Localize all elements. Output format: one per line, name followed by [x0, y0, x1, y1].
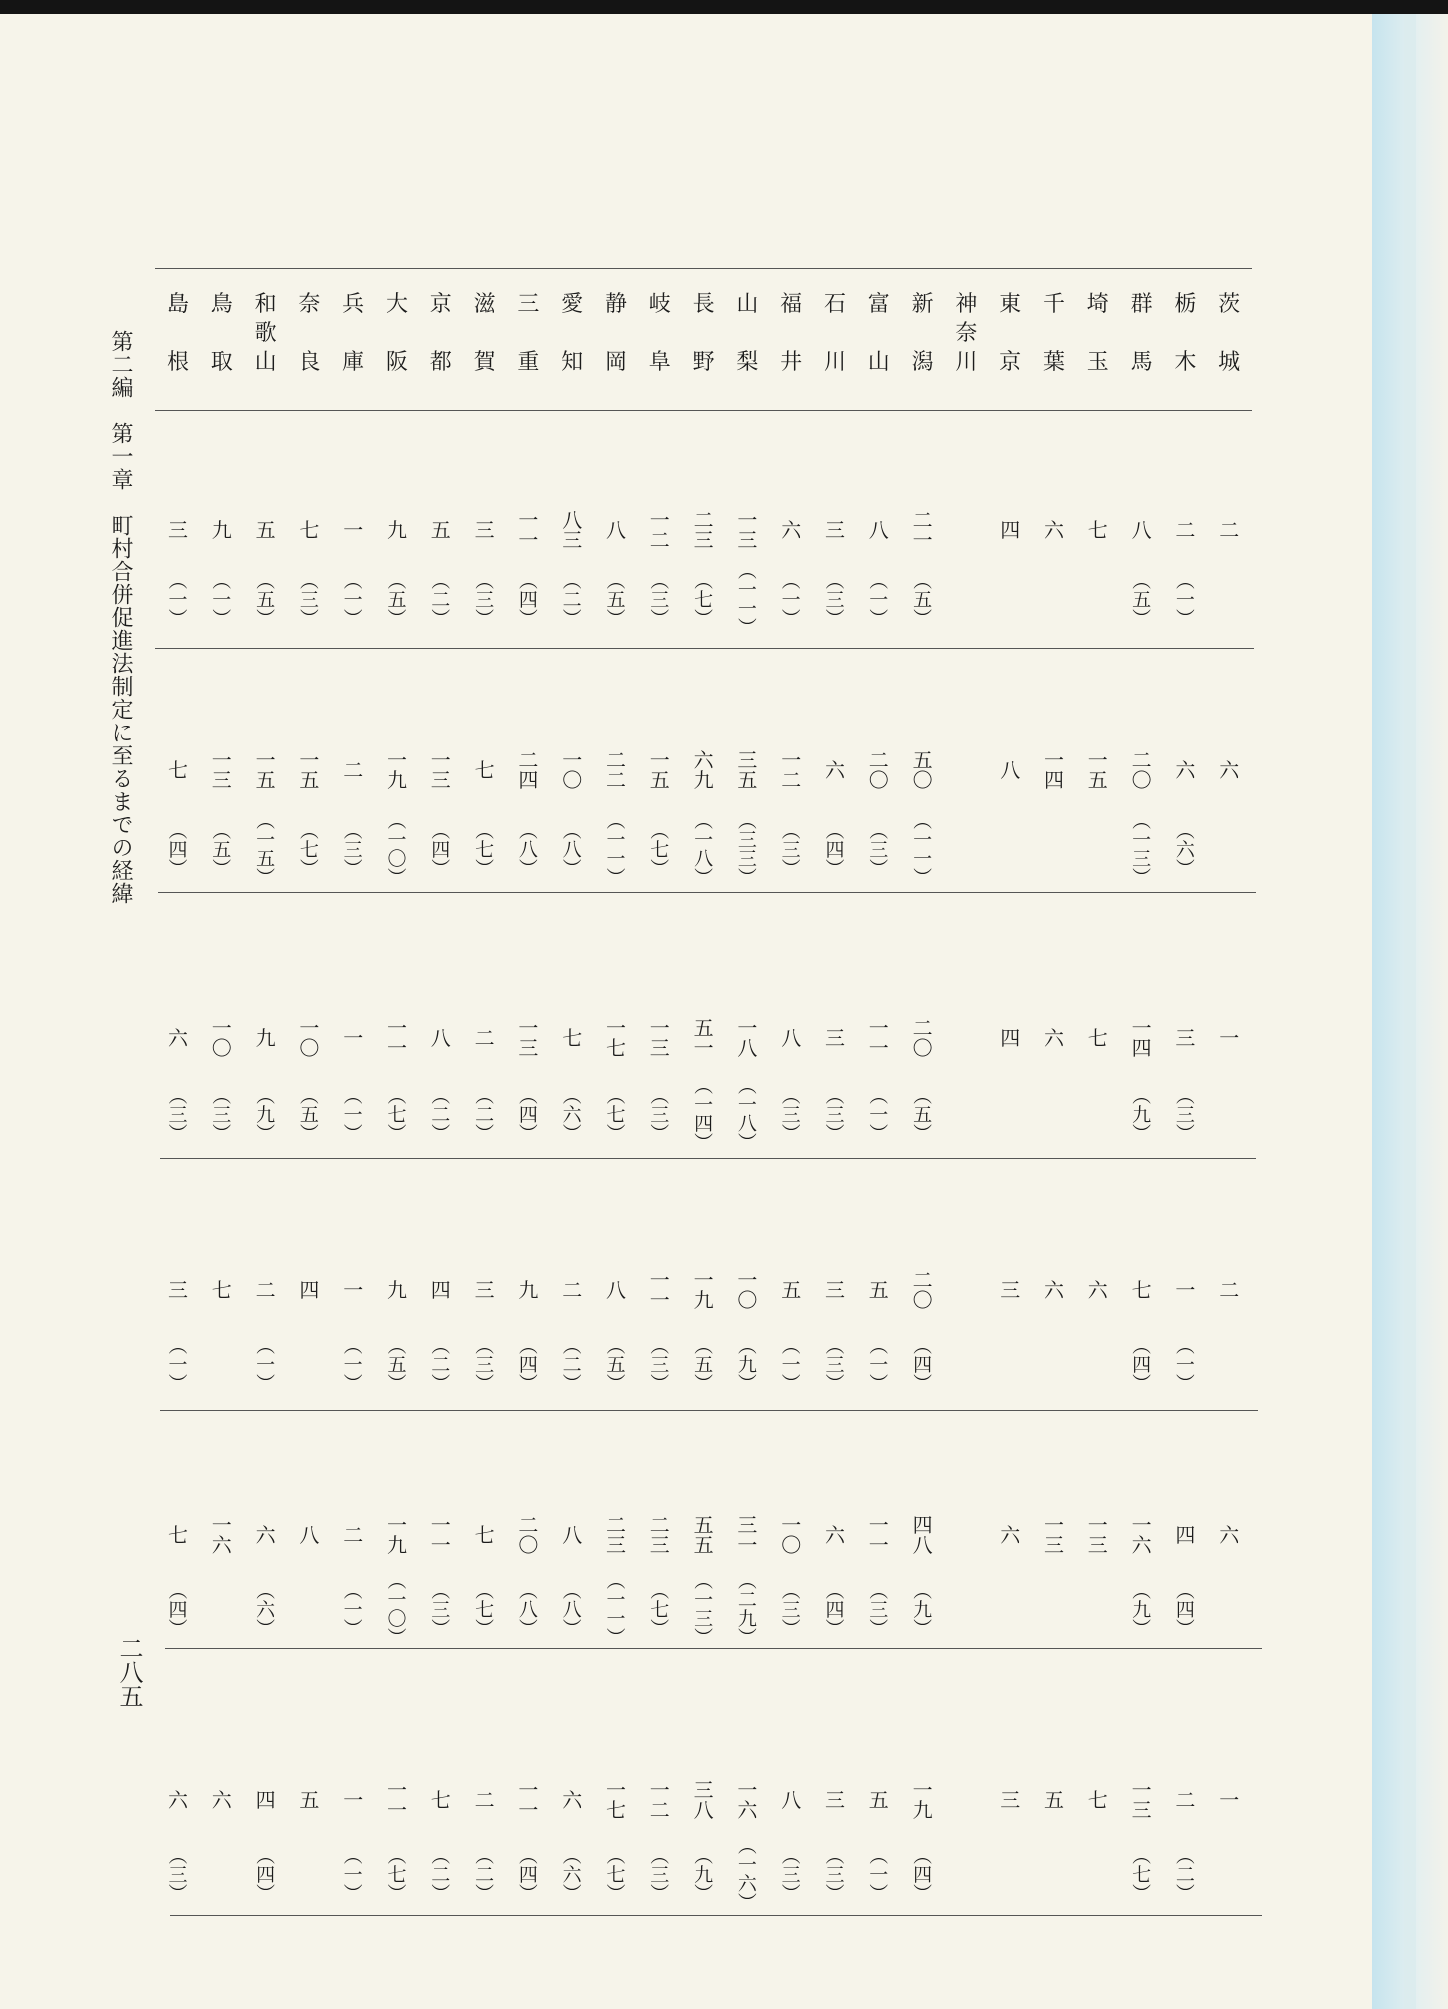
count-cell: 四	[299, 1278, 320, 1302]
count-cell: 二 〇	[518, 1513, 539, 1557]
paren-cell: ︵ 五 ︶	[913, 569, 933, 630]
prefecture-name: 富 山	[867, 292, 890, 375]
paren-cell: ︵ 四 ︶	[1175, 1579, 1195, 1640]
count-cell: 一 二	[649, 1778, 670, 1822]
count-cell: 一 五	[1087, 748, 1108, 792]
count-cell: 七	[474, 1523, 495, 1547]
table-rule	[170, 1915, 1262, 1916]
prefecture-name: 千 葉	[1042, 292, 1065, 375]
paren-cell: ︵ 二 ︶	[475, 1844, 495, 1905]
paren-cell: ︵ 七 ︶	[387, 1084, 407, 1145]
paren-cell: ︵ 一 六 ︶	[737, 1835, 757, 1914]
count-cell: 二 一	[912, 508, 933, 552]
count-cell: 六	[255, 1523, 276, 1547]
count-cell: 一 三	[1087, 1513, 1108, 1557]
count-cell: 六	[1219, 758, 1240, 782]
paren-cell: ︵ 一 八 ︶	[737, 1075, 757, 1154]
count-cell: 一 二	[649, 508, 670, 552]
paren-cell: ︵ 一 三 ︶	[694, 1570, 714, 1649]
count-cell: 六	[1044, 1278, 1064, 1302]
count-cell: 八	[868, 518, 889, 542]
count-cell: 一 四	[1044, 748, 1064, 792]
count-cell: 一 一	[518, 508, 539, 552]
paren-cell: ︵ 一 ︶	[781, 1334, 801, 1395]
count-cell: 一 三	[649, 1016, 670, 1060]
paren-cell: ︵ 三 ︶	[343, 819, 363, 880]
count-cell: 三	[1000, 1278, 1021, 1302]
paren-cell: ︵ 二 九 ︶	[737, 1570, 757, 1649]
count-cell: 一 六	[211, 1513, 232, 1557]
count-cell: 九	[518, 1278, 539, 1302]
prefecture-name: 埼 玉	[1086, 292, 1109, 375]
count-cell: 一	[343, 1788, 364, 1812]
paren-cell: ︵ 九 ︶	[913, 1579, 933, 1640]
paren-cell: ︵ 四 ︶	[168, 819, 188, 880]
paren-cell: ︵ 七 ︶	[1132, 1844, 1152, 1905]
paren-cell: ︵ 二 ︶	[562, 1334, 582, 1395]
paren-cell: ︵ 三 ︶	[1175, 1084, 1195, 1145]
paren-cell: ︵ 一 三 ︶	[1132, 810, 1152, 889]
paren-cell: ︵ 一 一 ︶	[913, 810, 933, 889]
count-cell: 二	[343, 758, 364, 782]
count-cell: 一 三	[518, 1016, 539, 1060]
prefecture-name: 長 野	[692, 292, 715, 375]
prefecture-name: 栃 木	[1174, 292, 1197, 375]
count-cell: 五	[255, 518, 276, 542]
count-cell: 六	[781, 518, 802, 542]
paren-cell: ︵ 一 ︶	[343, 1579, 363, 1640]
count-cell: 五 一	[693, 1016, 714, 1060]
count-cell: 六	[168, 1026, 188, 1050]
paren-cell: ︵ 一 ︶	[1175, 569, 1195, 630]
paren-cell: ︵ 四 ︶	[256, 1844, 276, 1905]
count-cell: 七	[1087, 1026, 1108, 1050]
prefecture-name: 群 馬	[1130, 292, 1153, 375]
count-cell: 九	[387, 518, 407, 542]
paren-cell: ︵ 二 ︶	[562, 569, 582, 630]
count-cell: 二	[474, 1788, 495, 1812]
paren-cell: ︵ 三 ︶	[650, 1844, 670, 1905]
count-cell: 八	[781, 1788, 802, 1812]
paren-cell: ︵ 二 ︶	[475, 1084, 495, 1145]
count-cell: 二	[255, 1278, 276, 1302]
paren-cell: ︵ 一 ︶	[343, 1844, 363, 1905]
count-cell: 三	[825, 1788, 845, 1812]
count-cell: 二 三	[649, 1513, 670, 1557]
count-cell: 一 八	[737, 1016, 758, 1060]
count-cell: 一 一	[649, 1268, 670, 1312]
paren-cell: ︵ 五 ︶	[694, 1334, 714, 1395]
count-cell: 三	[825, 1278, 845, 1302]
count-cell: 七	[168, 758, 188, 782]
count-cell: 六	[1044, 518, 1064, 542]
count-cell: 一 九	[387, 748, 407, 792]
count-cell: 五 五	[693, 1513, 714, 1557]
paren-cell: ︵ 五 ︶	[256, 569, 276, 630]
paren-cell: ︵ 四 ︶	[518, 569, 538, 630]
prefecture-name: 滋 賀	[473, 292, 496, 375]
paren-cell: ︵ 五 ︶	[606, 569, 626, 630]
count-cell: 六	[825, 1523, 845, 1547]
count-cell: 三	[474, 518, 495, 542]
paren-cell: ︵ 一 八 ︶	[694, 810, 714, 889]
prefecture-name: 山 梨	[736, 292, 759, 375]
count-cell: 四	[1175, 1523, 1196, 1547]
count-cell: 九	[387, 1278, 407, 1302]
paren-cell: ︵ 七 ︶	[650, 819, 670, 880]
paren-cell: ︵ 七 ︶	[299, 819, 319, 880]
paren-cell: ︵ 九 ︶	[256, 1084, 276, 1145]
count-cell: 六	[1087, 1278, 1108, 1302]
count-cell: 七	[299, 518, 320, 542]
paren-cell: ︵ 八 ︶	[518, 819, 538, 880]
count-cell: 七	[474, 758, 495, 782]
count-cell: 一 七	[606, 1778, 626, 1822]
count-cell: 四	[255, 1788, 276, 1812]
count-cell: 二 二	[606, 748, 626, 792]
count-cell: 八	[781, 1026, 802, 1050]
count-cell: 二 〇	[868, 748, 889, 792]
count-cell: 一	[343, 1026, 364, 1050]
table-rule	[155, 410, 1252, 411]
paren-cell: ︵ 三 ︶	[825, 1844, 845, 1905]
paren-cell: ︵ 三 ︶	[168, 1084, 188, 1145]
paren-cell: ︵ 三 ︶	[475, 569, 495, 630]
paren-cell: ︵ 四 ︶	[913, 1334, 933, 1395]
prefecture-name: 福 井	[780, 292, 803, 375]
paren-cell: ︵ 五 ︶	[387, 1334, 407, 1395]
paren-cell: ︵ 五 ︶	[299, 1084, 319, 1145]
count-cell: 一 〇	[211, 1016, 232, 1060]
paren-cell: ︵ 二 ︶	[431, 1844, 451, 1905]
paren-cell: ︵ 一 ︶	[212, 569, 232, 630]
paren-cell: ︵ 六 ︶	[562, 1844, 582, 1905]
table-rule	[155, 268, 1252, 269]
count-cell: 五	[868, 1788, 889, 1812]
prefecture-name: 神 奈 川	[955, 292, 978, 375]
count-cell: 三 一	[737, 1513, 758, 1557]
count-cell: 七	[1087, 518, 1108, 542]
paren-cell: ︵ 三 ︶	[781, 1084, 801, 1145]
count-cell: 二	[474, 1026, 495, 1050]
count-cell: 二 三	[606, 1513, 626, 1557]
count-cell: 二	[343, 1523, 364, 1547]
count-cell: 五	[868, 1278, 889, 1302]
count-cell: 六	[562, 1788, 583, 1812]
count-cell: 一 九	[693, 1268, 714, 1312]
count-cell: 七	[1087, 1788, 1108, 1812]
paren-cell: ︵ 三 ︶	[781, 1579, 801, 1640]
page-number: 二八五	[115, 1636, 143, 1708]
paren-cell: ︵ 四 ︶	[825, 819, 845, 880]
count-cell: 一 一	[518, 1778, 539, 1822]
count-cell: 一 〇	[737, 1268, 758, 1312]
prefecture-name: 新 潟	[911, 292, 934, 375]
table-rule	[165, 1648, 1262, 1649]
count-cell: 一 〇	[781, 1513, 802, 1557]
prefecture-name: 奈 良	[298, 292, 321, 375]
count-cell: 一 三	[211, 748, 232, 792]
count-cell: 八 三	[562, 508, 583, 552]
paren-cell: ︵ 二 ︶	[431, 1084, 451, 1145]
paren-cell: ︵ 四 ︶	[1132, 1334, 1152, 1395]
count-cell: 四	[1000, 1026, 1021, 1050]
paren-cell: ︵ 一 〇 ︶	[387, 1570, 407, 1649]
running-header: 第二編 第一章 町村合併促進法制定に至るまでの経緯	[108, 330, 133, 905]
paren-cell: ︵ 四 ︶	[518, 1844, 538, 1905]
paren-cell: ︵ 七 ︶	[475, 1579, 495, 1640]
prefecture-name: 茨 城	[1218, 292, 1241, 375]
count-cell: 八	[606, 518, 626, 542]
count-cell: 一 五	[255, 748, 276, 792]
paren-cell: ︵ 七 ︶	[650, 1579, 670, 1640]
paren-cell: ︵ 八 ︶	[562, 1579, 582, 1640]
count-cell: 一 一	[387, 1016, 407, 1060]
count-cell: 六	[825, 758, 845, 782]
table-rule	[160, 1410, 1258, 1411]
count-cell: 六	[1219, 1523, 1240, 1547]
count-cell: 五 〇	[912, 748, 933, 792]
prefecture-name: 兵 庫	[342, 292, 365, 375]
count-cell: 一	[343, 1278, 364, 1302]
table-rule	[160, 1158, 1256, 1159]
paren-cell: ︵ 五 ︶	[387, 569, 407, 630]
count-cell: 一	[343, 518, 364, 542]
paren-cell: ︵ 八 ︶	[562, 819, 582, 880]
count-cell: 一 〇	[562, 748, 583, 792]
count-cell: 二	[1219, 518, 1240, 542]
count-cell: 六	[1175, 758, 1196, 782]
count-cell: 九	[255, 1026, 276, 1050]
paren-cell: ︵ 一 ︶	[869, 1844, 889, 1905]
prefecture-name: 静 岡	[604, 292, 627, 375]
count-cell: 一 九	[912, 1778, 933, 1822]
paren-cell: ︵ 四 ︶	[825, 1579, 845, 1640]
paren-cell: ︵ 一 〇 ︶	[387, 810, 407, 889]
count-cell: 七	[430, 1788, 451, 1812]
paren-cell: ︵ 三 ︶	[825, 569, 845, 630]
count-cell: 一 三	[430, 748, 451, 792]
count-cell: 二	[562, 1278, 583, 1302]
count-cell: 六 九	[693, 748, 714, 792]
count-cell: 五	[781, 1278, 802, 1302]
paren-cell: ︵ 三 三 ︶	[737, 810, 757, 889]
paren-cell: ︵ 九 ︶	[737, 1334, 757, 1395]
paren-cell: ︵ 三 ︶	[212, 1084, 232, 1145]
count-cell: 二	[1175, 518, 1196, 542]
paren-cell: ︵ 一 ︶	[1175, 1334, 1195, 1395]
count-cell: 七	[562, 1026, 583, 1050]
paren-cell: ︵ 一 ︶	[869, 1084, 889, 1145]
count-cell: 四 八	[912, 1513, 933, 1557]
count-cell: 二 三	[693, 508, 714, 552]
paren-cell: ︵ 一 四 ︶	[694, 1075, 714, 1154]
count-cell: 七	[1131, 1278, 1152, 1302]
count-cell: 三	[1000, 1788, 1021, 1812]
count-cell: 五	[1044, 1788, 1064, 1812]
count-cell: 六	[1000, 1523, 1021, 1547]
paren-cell: ︵ 六 ︶	[1175, 819, 1195, 880]
count-cell: 八	[1131, 518, 1152, 542]
count-cell: 八	[562, 1523, 583, 1547]
paren-cell: ︵ 五 ︶	[212, 819, 232, 880]
paren-cell: ︵ 三 ︶	[869, 1579, 889, 1640]
scan-top-edge	[0, 0, 1448, 14]
count-cell: 三	[825, 518, 845, 542]
paren-cell: ︵ 四 ︶	[168, 1579, 188, 1640]
paren-cell: ︵ 六 ︶	[256, 1579, 276, 1640]
prefecture-name: 島 根	[166, 292, 189, 375]
prefecture-name: 大 阪	[385, 292, 408, 375]
prefecture-name: 鳥 取	[210, 292, 233, 375]
paren-cell: ︵ 一 ︶	[343, 1334, 363, 1395]
count-cell: 八	[606, 1278, 626, 1302]
count-cell: 一 二	[781, 748, 802, 792]
count-cell: 三	[168, 1278, 188, 1302]
count-cell: 一 一	[387, 1778, 407, 1822]
count-cell: 七	[211, 1278, 232, 1302]
paren-cell: ︵ 七 ︶	[694, 569, 714, 630]
count-cell: 一 六	[1131, 1513, 1152, 1557]
count-cell: 三	[825, 1026, 845, 1050]
paren-cell: ︵ 三 ︶	[825, 1334, 845, 1395]
paren-cell: ︵ 六 ︶	[562, 1084, 582, 1145]
count-cell: 一 五	[649, 748, 670, 792]
paren-cell: ︵ 一 ︶	[869, 569, 889, 630]
table-rule	[158, 892, 1256, 893]
count-cell: 二 四	[518, 748, 539, 792]
paren-cell: ︵ 二 ︶	[1175, 1844, 1195, 1905]
paren-cell: ︵ 一 ︶	[343, 1084, 363, 1145]
paren-cell: ︵ 四 ︶	[518, 1334, 538, 1395]
paren-cell: ︵ 一 ︶	[343, 569, 363, 630]
table-rule	[155, 648, 1254, 649]
paren-cell: ︵ 一 ︶	[869, 1334, 889, 1395]
count-cell: 一 三	[1131, 1778, 1152, 1822]
count-cell: 二 〇	[912, 1016, 933, 1060]
paren-cell: ︵ 一 五 ︶	[256, 810, 276, 889]
prefecture-name: 東 京	[999, 292, 1022, 375]
count-cell: 一 一	[868, 1513, 889, 1557]
paren-cell: ︵ 五 ︶	[606, 1334, 626, 1395]
paren-cell: ︵ 三 ︶	[650, 569, 670, 630]
paren-cell: ︵ 一 ︶	[256, 1334, 276, 1395]
count-cell: 四	[430, 1278, 451, 1302]
paren-cell: ︵ 七 ︶	[606, 1844, 626, 1905]
paren-cell: ︵ 三 ︶	[825, 1084, 845, 1145]
count-cell: 二 〇	[912, 1268, 933, 1312]
paren-cell: ︵ 五 ︶	[913, 1084, 933, 1145]
paren-cell: ︵ 三 ︶	[168, 1844, 188, 1905]
paren-cell: ︵ 四 ︶	[518, 1084, 538, 1145]
paren-cell: ︵ 一 ︶	[781, 569, 801, 630]
paren-cell: ︵ 七 ︶	[387, 1844, 407, 1905]
count-cell: 三	[474, 1278, 495, 1302]
paren-cell: ︵ 九 ︶	[1132, 1084, 1152, 1145]
count-cell: 三 八	[693, 1778, 714, 1822]
count-cell: 八	[299, 1523, 320, 1547]
count-cell: 九	[211, 518, 232, 542]
paren-cell: ︵ 一 一 ︶	[737, 560, 757, 639]
prefecture-name: 岐 阜	[648, 292, 671, 375]
count-cell: 一	[1219, 1026, 1240, 1050]
prefecture-name: 和 歌 山	[254, 292, 277, 375]
count-cell: 二	[1175, 1788, 1196, 1812]
count-cell: 一 一	[868, 1016, 889, 1060]
scan-right-edge-fold	[1404, 14, 1416, 2009]
count-cell: 一 三	[1044, 1513, 1064, 1557]
count-cell: 三	[1175, 1026, 1196, 1050]
count-cell: 七	[168, 1523, 188, 1547]
count-cell: 四	[1000, 518, 1021, 542]
count-cell: 五	[430, 518, 451, 542]
prefecture-name: 三 重	[517, 292, 540, 375]
paren-cell: ︵ 三 ︶	[781, 1844, 801, 1905]
paren-cell: ︵ 三 ︶	[475, 1334, 495, 1395]
paren-cell: ︵ 二 ︶	[431, 1334, 451, 1395]
count-cell: 三 五	[737, 748, 758, 792]
paren-cell: ︵ 九 ︶	[1132, 1579, 1152, 1640]
count-cell: 八	[430, 1026, 451, 1050]
paren-cell: ︵ 一 ︶	[168, 569, 188, 630]
prefecture-name: 愛 知	[561, 292, 584, 375]
count-cell: 六	[1044, 1026, 1064, 1050]
paren-cell: ︵ 九 ︶	[694, 1844, 714, 1905]
count-cell: 二	[1219, 1278, 1240, 1302]
count-cell: 五	[299, 1788, 320, 1812]
paren-cell: ︵ 七 ︶	[475, 819, 495, 880]
count-cell: 八	[1000, 758, 1021, 782]
count-cell: 一 六	[737, 1778, 758, 1822]
prefecture-name: 石 川	[823, 292, 846, 375]
count-cell: 三	[168, 518, 188, 542]
paren-cell: ︵ 三 ︶	[650, 1084, 670, 1145]
paren-cell: ︵ 八 ︶	[518, 1579, 538, 1640]
count-cell: 一 九	[387, 1513, 407, 1557]
count-cell: 一 三	[737, 508, 758, 552]
paren-cell: ︵ 一 ︶	[168, 1334, 188, 1395]
count-cell: 一 五	[299, 748, 320, 792]
paren-cell: ︵ 七 ︶	[606, 1084, 626, 1145]
paren-cell: ︵ 三 ︶	[299, 569, 319, 630]
paren-cell: ︵ 一 一 ︶	[606, 1570, 626, 1649]
paren-cell: ︵ 三 ︶	[781, 819, 801, 880]
count-cell: 六	[211, 1788, 232, 1812]
count-cell: 六	[168, 1788, 188, 1812]
count-cell: 一 四	[1131, 1016, 1152, 1060]
paren-cell: ︵ 四 ︶	[913, 1844, 933, 1905]
paren-cell: ︵ 一 一 ︶	[606, 810, 626, 889]
count-cell: 一 一	[430, 1513, 451, 1557]
paren-cell: ︵ 四 ︶	[431, 819, 451, 880]
count-cell: 一 七	[606, 1016, 626, 1060]
prefecture-name: 京 都	[429, 292, 452, 375]
count-cell: 一	[1219, 1788, 1240, 1812]
count-cell: 一 〇	[299, 1016, 320, 1060]
paren-cell: ︵ 五 ︶	[1132, 569, 1152, 630]
paren-cell: ︵ 二 ︶	[431, 569, 451, 630]
paren-cell: ︵ 三 ︶	[650, 1334, 670, 1395]
paren-cell: ︵ 三 ︶	[869, 819, 889, 880]
paren-cell: ︵ 三 ︶	[431, 1579, 451, 1640]
count-cell: 二 〇	[1131, 748, 1152, 792]
count-cell: 一	[1175, 1278, 1196, 1302]
